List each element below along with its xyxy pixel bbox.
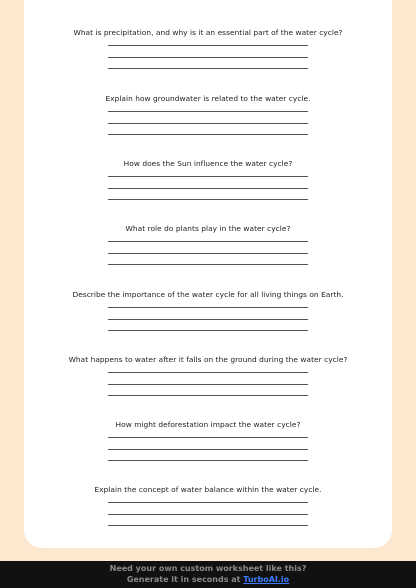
answer-line xyxy=(108,45,308,46)
answer-line xyxy=(108,264,308,265)
answer-line xyxy=(108,330,308,331)
answer-line xyxy=(108,68,308,69)
promo-cta-text: Generate it in seconds at xyxy=(126,575,244,584)
promo-text: Need your own custom worksheet like this? xyxy=(109,564,307,573)
answer-line xyxy=(108,307,308,308)
answer-line xyxy=(108,253,308,254)
question-6 xyxy=(24,355,392,396)
answer-line xyxy=(108,384,308,385)
question-7 xyxy=(24,420,392,461)
promo-footer xyxy=(0,561,416,588)
question-1-text: What is precipitation, and why is it an essential part of the water cycle? xyxy=(73,28,343,37)
answer-line xyxy=(108,319,308,320)
answer-line xyxy=(108,514,308,515)
question-5-text: Describe the importance of the water cycle for all living things on Earth. xyxy=(72,290,344,299)
question-3-text: How does the Sun influence the water cycle? xyxy=(123,159,293,168)
question-3 xyxy=(24,159,392,200)
question-6-text: What happens to water after it falls on the ground during the water cycle? xyxy=(68,355,348,364)
answer-line xyxy=(108,437,308,438)
question-1 xyxy=(24,28,392,69)
question-5 xyxy=(24,290,392,331)
worksheet-page xyxy=(24,0,392,548)
question-2 xyxy=(24,94,392,135)
answer-line xyxy=(108,111,308,112)
answer-line xyxy=(108,449,308,450)
answer-line xyxy=(108,460,308,461)
question-8 xyxy=(24,485,392,526)
answer-line xyxy=(108,372,308,373)
question-4 xyxy=(24,224,392,265)
answer-line xyxy=(108,123,308,124)
question-8-text: Explain the concept of water balance within the water cycle. xyxy=(94,485,322,494)
answer-line xyxy=(108,502,308,503)
question-2-text: Explain how groundwater is related to the water cycle. xyxy=(105,94,311,103)
answer-line xyxy=(108,395,308,396)
answer-line xyxy=(108,199,308,200)
answer-line xyxy=(108,241,308,242)
promo-cta xyxy=(0,574,416,585)
question-4-text: What role do plants play in the water cycle? xyxy=(125,224,291,233)
answer-line xyxy=(108,134,308,135)
answer-line xyxy=(108,176,308,177)
answer-line xyxy=(108,57,308,58)
answer-line xyxy=(108,525,308,526)
answer-line xyxy=(108,188,308,189)
turboai-link[interactable]: TurboAI.io xyxy=(243,575,290,584)
question-7-text: How might deforestation impact the water cycle? xyxy=(115,420,301,429)
